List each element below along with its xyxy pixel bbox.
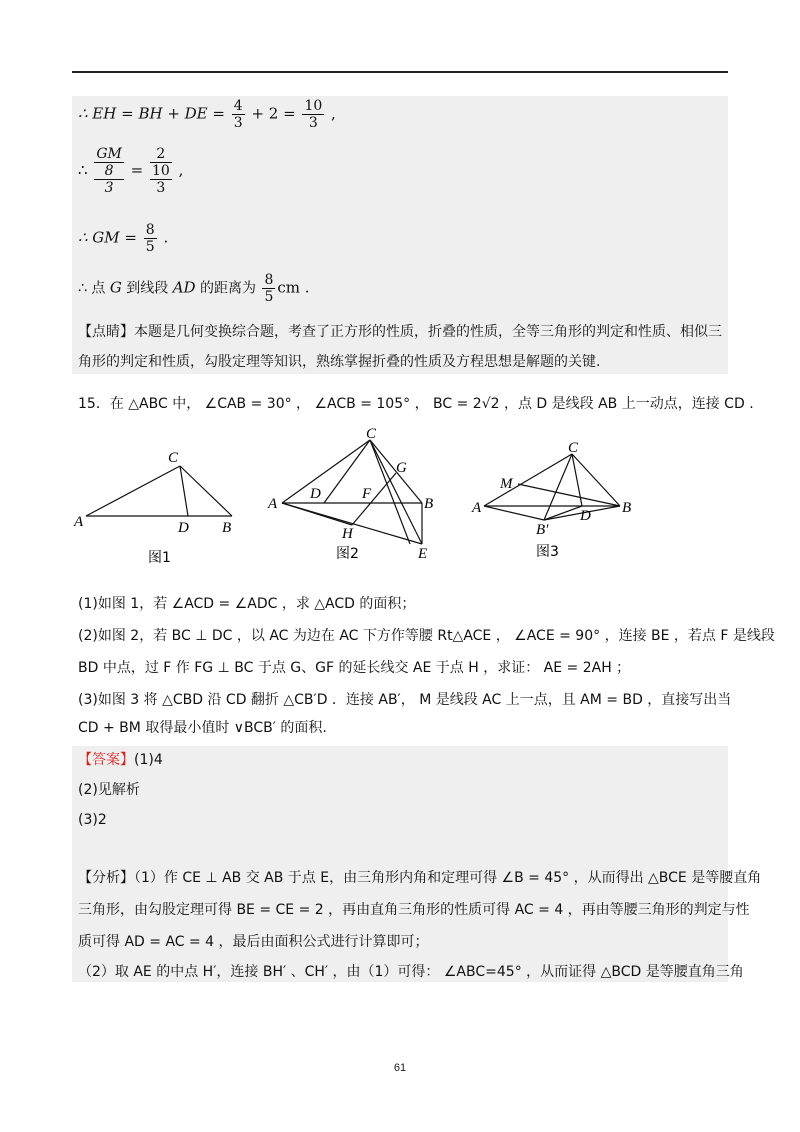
answer-3: (3)2: [78, 812, 107, 828]
comment-line-2: 角形的判定和性质，勾股定理等知识，熟练掌握折叠的性质及方程思想是解题的关键.: [78, 354, 601, 370]
fraction: $\frac{4}{3}$: [233, 98, 243, 131]
label-B: B: [622, 500, 632, 516]
fraction: $\frac{8}{5}$: [264, 272, 274, 305]
fraction: 2 10 3: [151, 146, 170, 196]
label-H: H: [342, 526, 353, 542]
solution-line-2: ∴ GM 8 3 = 2 10 3 ,: [78, 146, 184, 196]
label-D: D: [310, 486, 321, 502]
fraction: $\frac{10}{3}$: [304, 98, 323, 131]
label-M: M: [500, 476, 513, 492]
solution-line-3: ∴ GM = $\frac{8}{5}$ .: [78, 222, 169, 255]
page-number: 61: [393, 1062, 407, 1074]
label-A: A: [472, 500, 482, 516]
comment-line-1: 【点睛】本题是几何变换综合题，考查了正方形的性质，折叠的性质，全等三角形的判定和性质、相似三: [78, 324, 722, 340]
label-B: B: [424, 496, 434, 512]
label-C: C: [568, 440, 579, 456]
analysis-line-1: 【分析】（1）作 CE ⊥ AB 交 AB 于点 E，由三角形内角和定理可得 ∠B = 45° ，从而得出 △BCE 是等腰直角: [78, 870, 762, 886]
question-3-line-1: (3)如图 3 将 △CBD 沿 CD 翻折 △CB′D ．连接 AB′， M 是线段 AC 上一点，且 AM = BD ，直接写出当: [78, 692, 732, 708]
label-G: G: [396, 460, 407, 476]
label-E: E: [418, 546, 428, 562]
solution-line-4: ∴ 点 G 到线段 AD 的距离为 $\frac{8}{5}$ cm .: [78, 272, 310, 305]
label-D: D: [178, 520, 189, 536]
answer-2: (2)见解析: [78, 782, 140, 798]
figure-3-caption: 图3: [536, 544, 559, 560]
figure-2-caption: 图2: [336, 546, 359, 562]
question-3-line-2: CD + BM 取得最小值时 ∨BCB′ 的面积.: [78, 720, 327, 736]
label-D: D: [580, 508, 591, 524]
question-1: (1)如图 1，若 ∠ACD = ∠ADC ，求 △ACD 的面积；: [78, 596, 416, 612]
analysis-line-4: （2）取 AE 的中点 H′，连接 BH′ 、CH′ ，由（1）可得： ∠ABC=45° ，从而证得 △BCD 是等腰直角三角: [78, 964, 744, 980]
label-A: A: [268, 496, 278, 512]
label-C: C: [366, 428, 377, 442]
label-B-prime: B′: [536, 522, 549, 538]
question-2-line-2: BD 中点，过 F 作 FG ⊥ BC 于点 G、GF 的延长线交 AE 于点 H ，求证： AE = 2AH ；: [78, 660, 631, 676]
problem-stem: 15．在 △ABC 中， ∠CAB = 30° ， ∠ACB = 105° ， BC = 2√2 ，点 D 是线段 AB 上一动点，连接 CD .: [78, 396, 754, 412]
label-F: F: [362, 486, 372, 502]
label-C: C: [168, 450, 179, 466]
answer-label: 【答案】: [78, 752, 134, 768]
fraction: GM 8 3: [96, 146, 122, 196]
label-A: A: [74, 514, 84, 530]
figure-1: [72, 442, 252, 572]
analysis-line-3: 质可得 AD = AC = 4 ，最后由面积公式进行计算即可；: [78, 934, 429, 950]
analysis-line-2: 三角形，由勾股定理可得 BE = CE = 2 ，再由直角三角形的性质可得 AC = 4 ，再由等腰三角形的判定与性: [78, 902, 750, 918]
figure-2: [262, 428, 452, 572]
header-rule: [72, 71, 728, 73]
label-B: B: [222, 520, 232, 536]
figure-3: [470, 436, 650, 572]
answer-1: 【答案】(1)4: [78, 752, 163, 768]
fraction: $\frac{8}{5}$: [145, 222, 155, 255]
figure-1-caption: 图1: [148, 550, 171, 566]
solution-line-1: ∴ EH = BH + DE = $\frac{4}{3}$ + 2 = $\frac{10}{3}$ ,: [78, 98, 336, 131]
question-2-line-1: (2)如图 2，若 BC ⊥ DC ，以 AC 为边在 AC 下方作等腰 Rt△ACE ， ∠ACE = 90° ，连接 BE ，若点 F 是线段: [78, 628, 775, 644]
